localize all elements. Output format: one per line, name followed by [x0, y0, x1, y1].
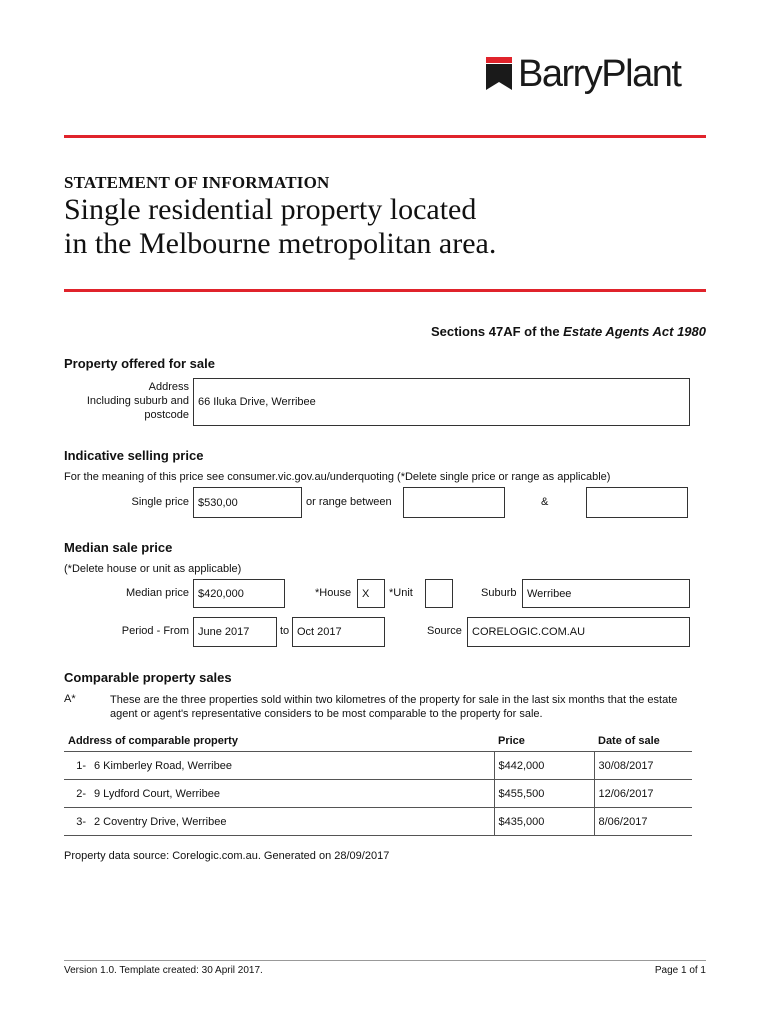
comparable-heading: Comparable property sales — [64, 670, 232, 685]
indicative-note: For the meaning of this price see consumer.vic.gov.au/underquoting (*Delete single price or range as applicable) — [64, 471, 611, 483]
period-from-field[interactable]: June 2017 — [193, 617, 277, 647]
act-name: Estate Agents Act 1980 — [563, 324, 706, 339]
row-number: 3- — [64, 808, 94, 836]
brand-logo — [486, 52, 680, 96]
row-number: 1- — [64, 752, 94, 780]
address-label-2: Including suburb and — [86, 395, 189, 407]
range-to-field[interactable] — [586, 487, 688, 518]
indicative-heading: Indicative selling price — [64, 448, 204, 463]
data-source-note: Property data source: Corelogic.com.au. Generated on 28/09/2017 — [64, 850, 390, 862]
document-kicker: STATEMENT OF INFORMATION — [64, 173, 330, 192]
page-title-line1: Single residential property located — [64, 193, 477, 226]
act-reference-prefix: Sections 47AF of the — [430, 324, 564, 339]
row-number: 2- — [64, 780, 94, 808]
row-price: $442,000 — [494, 752, 594, 780]
row-date: 12/06/2017 — [594, 780, 692, 808]
row-address: 2 Coventry Drive, Werribee — [94, 808, 494, 836]
median-note: (*Delete house or unit as applicable) — [64, 563, 242, 575]
comparable-marker: A* — [64, 693, 76, 705]
unit-label: *Unit — [389, 587, 413, 599]
table-row — [64, 808, 692, 836]
range-ampersand: & — [541, 496, 549, 508]
table-row — [64, 752, 692, 780]
median-price-field[interactable]: $420,000 — [193, 579, 285, 608]
row-price: $455,500 — [494, 780, 594, 808]
act-reference — [431, 324, 706, 339]
top-divider — [64, 135, 706, 138]
address-field[interactable]: 66 Iluka Drive, Werribee — [193, 378, 690, 426]
source-label: Source — [427, 625, 462, 637]
col-date-header: Date of sale — [598, 735, 660, 747]
comparable-description: These are the three properties sold within two kilometres of the property for sale in the last six months that the estate agent or agent's representative considers to be most comparable to the property for sale. — [110, 694, 678, 720]
range-label: or range between — [306, 496, 392, 508]
comparable-table-header — [64, 731, 692, 752]
single-price-label: Single price — [131, 496, 189, 508]
footer-version: Version 1.0. Template created: 30 April 2017. — [64, 965, 263, 976]
row-date: 30/08/2017 — [594, 752, 692, 780]
median-heading: Median sale price — [64, 540, 173, 555]
range-from-field[interactable] — [403, 487, 505, 518]
row-date: 8/06/2017 — [594, 808, 692, 836]
house-field[interactable]: X — [357, 579, 385, 608]
single-price-field[interactable]: $530,00 — [193, 487, 302, 518]
bookmark-logo-icon — [486, 57, 512, 91]
comparable-table — [64, 731, 692, 836]
address-label-1: Address — [148, 381, 189, 393]
house-label: *House — [315, 587, 352, 599]
suburb-label: Suburb — [481, 587, 517, 599]
period-to-label: to — [280, 625, 290, 637]
median-price-label: Median price — [126, 587, 189, 599]
footer-divider — [64, 960, 706, 961]
period-to-field[interactable]: Oct 2017 — [292, 617, 385, 647]
col-price-header: Price — [498, 735, 525, 747]
row-address: 6 Kimberley Road, Werribee — [94, 752, 494, 780]
address-label-3: postcode — [144, 409, 189, 421]
suburb-field[interactable]: Werribee — [522, 579, 690, 608]
col-address-header: Address of comparable property — [68, 735, 238, 747]
table-row — [64, 780, 692, 808]
title-divider — [64, 289, 706, 292]
row-address: 9 Lydford Court, Werribee — [94, 780, 494, 808]
source-field[interactable]: CORELOGIC.COM.AU — [467, 617, 690, 647]
page-title-line2: in the Melbourne metropolitan area. — [64, 227, 497, 260]
property-heading: Property offered for sale — [64, 356, 215, 371]
unit-field[interactable] — [425, 579, 453, 608]
footer-page: Page 1 of 1 — [654, 965, 706, 976]
brand-name: BarryPlant — [518, 52, 681, 95]
row-price: $435,000 — [494, 808, 594, 836]
period-from-label: Period - From — [121, 625, 189, 637]
